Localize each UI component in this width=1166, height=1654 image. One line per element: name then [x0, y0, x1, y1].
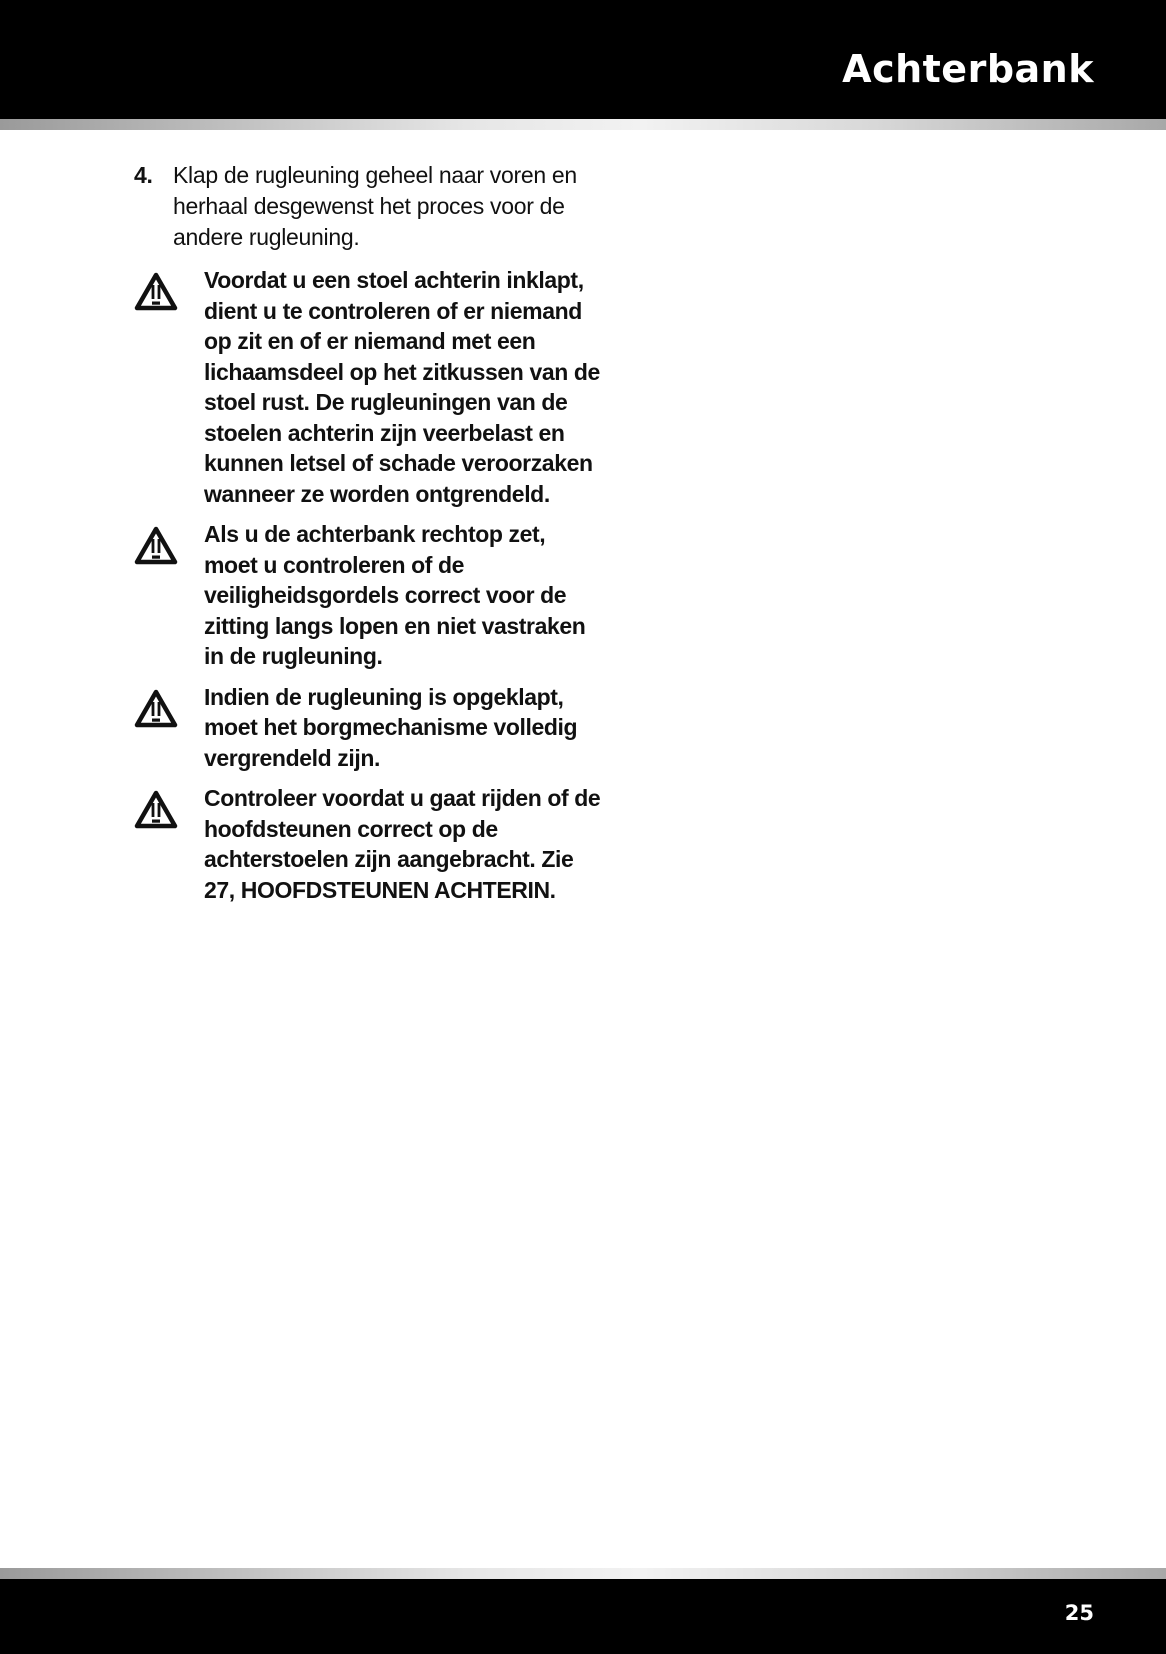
warning-text: Voordat u een stoel achterin inklapt, dient u te controleren of er niemand op zit en of er niemand met een lichaamsdeel op het zitkussen van de stoel rust. De rugleuningen van de stoelen achterin zijn veerbelast en kunnen letsel of schade veroorzaken wanneer ze worden ontgrendeld. — [204, 267, 600, 507]
footer-divider — [0, 1568, 1166, 1579]
header-divider — [0, 119, 1166, 130]
warning-text: Indien de rugleuning is opgeklapt, moet het borgmechanisme volledig vergrendeld zijn. — [204, 683, 578, 771]
warning-text: Als u de achterbank rechtop zet, moet u controleren of de veiligheidsgordels correct voor de zitting langs lopen en niet vastraken in de rugleuning. — [204, 521, 586, 669]
warning-block — [134, 265, 604, 509]
instruction-step — [134, 160, 604, 253]
page-number: 25 — [1064, 1601, 1094, 1625]
step-text: Klap de rugleuning geheel naar voren en herhaal desgewenst het proces voor de andere rugleuning. — [173, 162, 577, 250]
step-number: 4. — [134, 162, 153, 188]
section-title: Achterbank — [842, 47, 1094, 91]
warning-block — [134, 682, 604, 774]
warning-triangle-icon — [134, 783, 204, 905]
warning-triangle-icon — [134, 519, 204, 672]
page-footer — [0, 1579, 1166, 1654]
warning-block — [134, 519, 604, 672]
page-header — [0, 0, 1166, 119]
warning-triangle-icon — [134, 682, 204, 774]
main-content — [134, 160, 604, 915]
warning-text: Controleer voordat u gaat rijden of de hoofdsteunen correct op de achterstoelen zijn aangebracht. Zie 27, HOOFDSTEUNEN ACHTERIN. — [204, 785, 601, 903]
warning-block — [134, 783, 604, 905]
warning-triangle-icon — [134, 265, 204, 509]
